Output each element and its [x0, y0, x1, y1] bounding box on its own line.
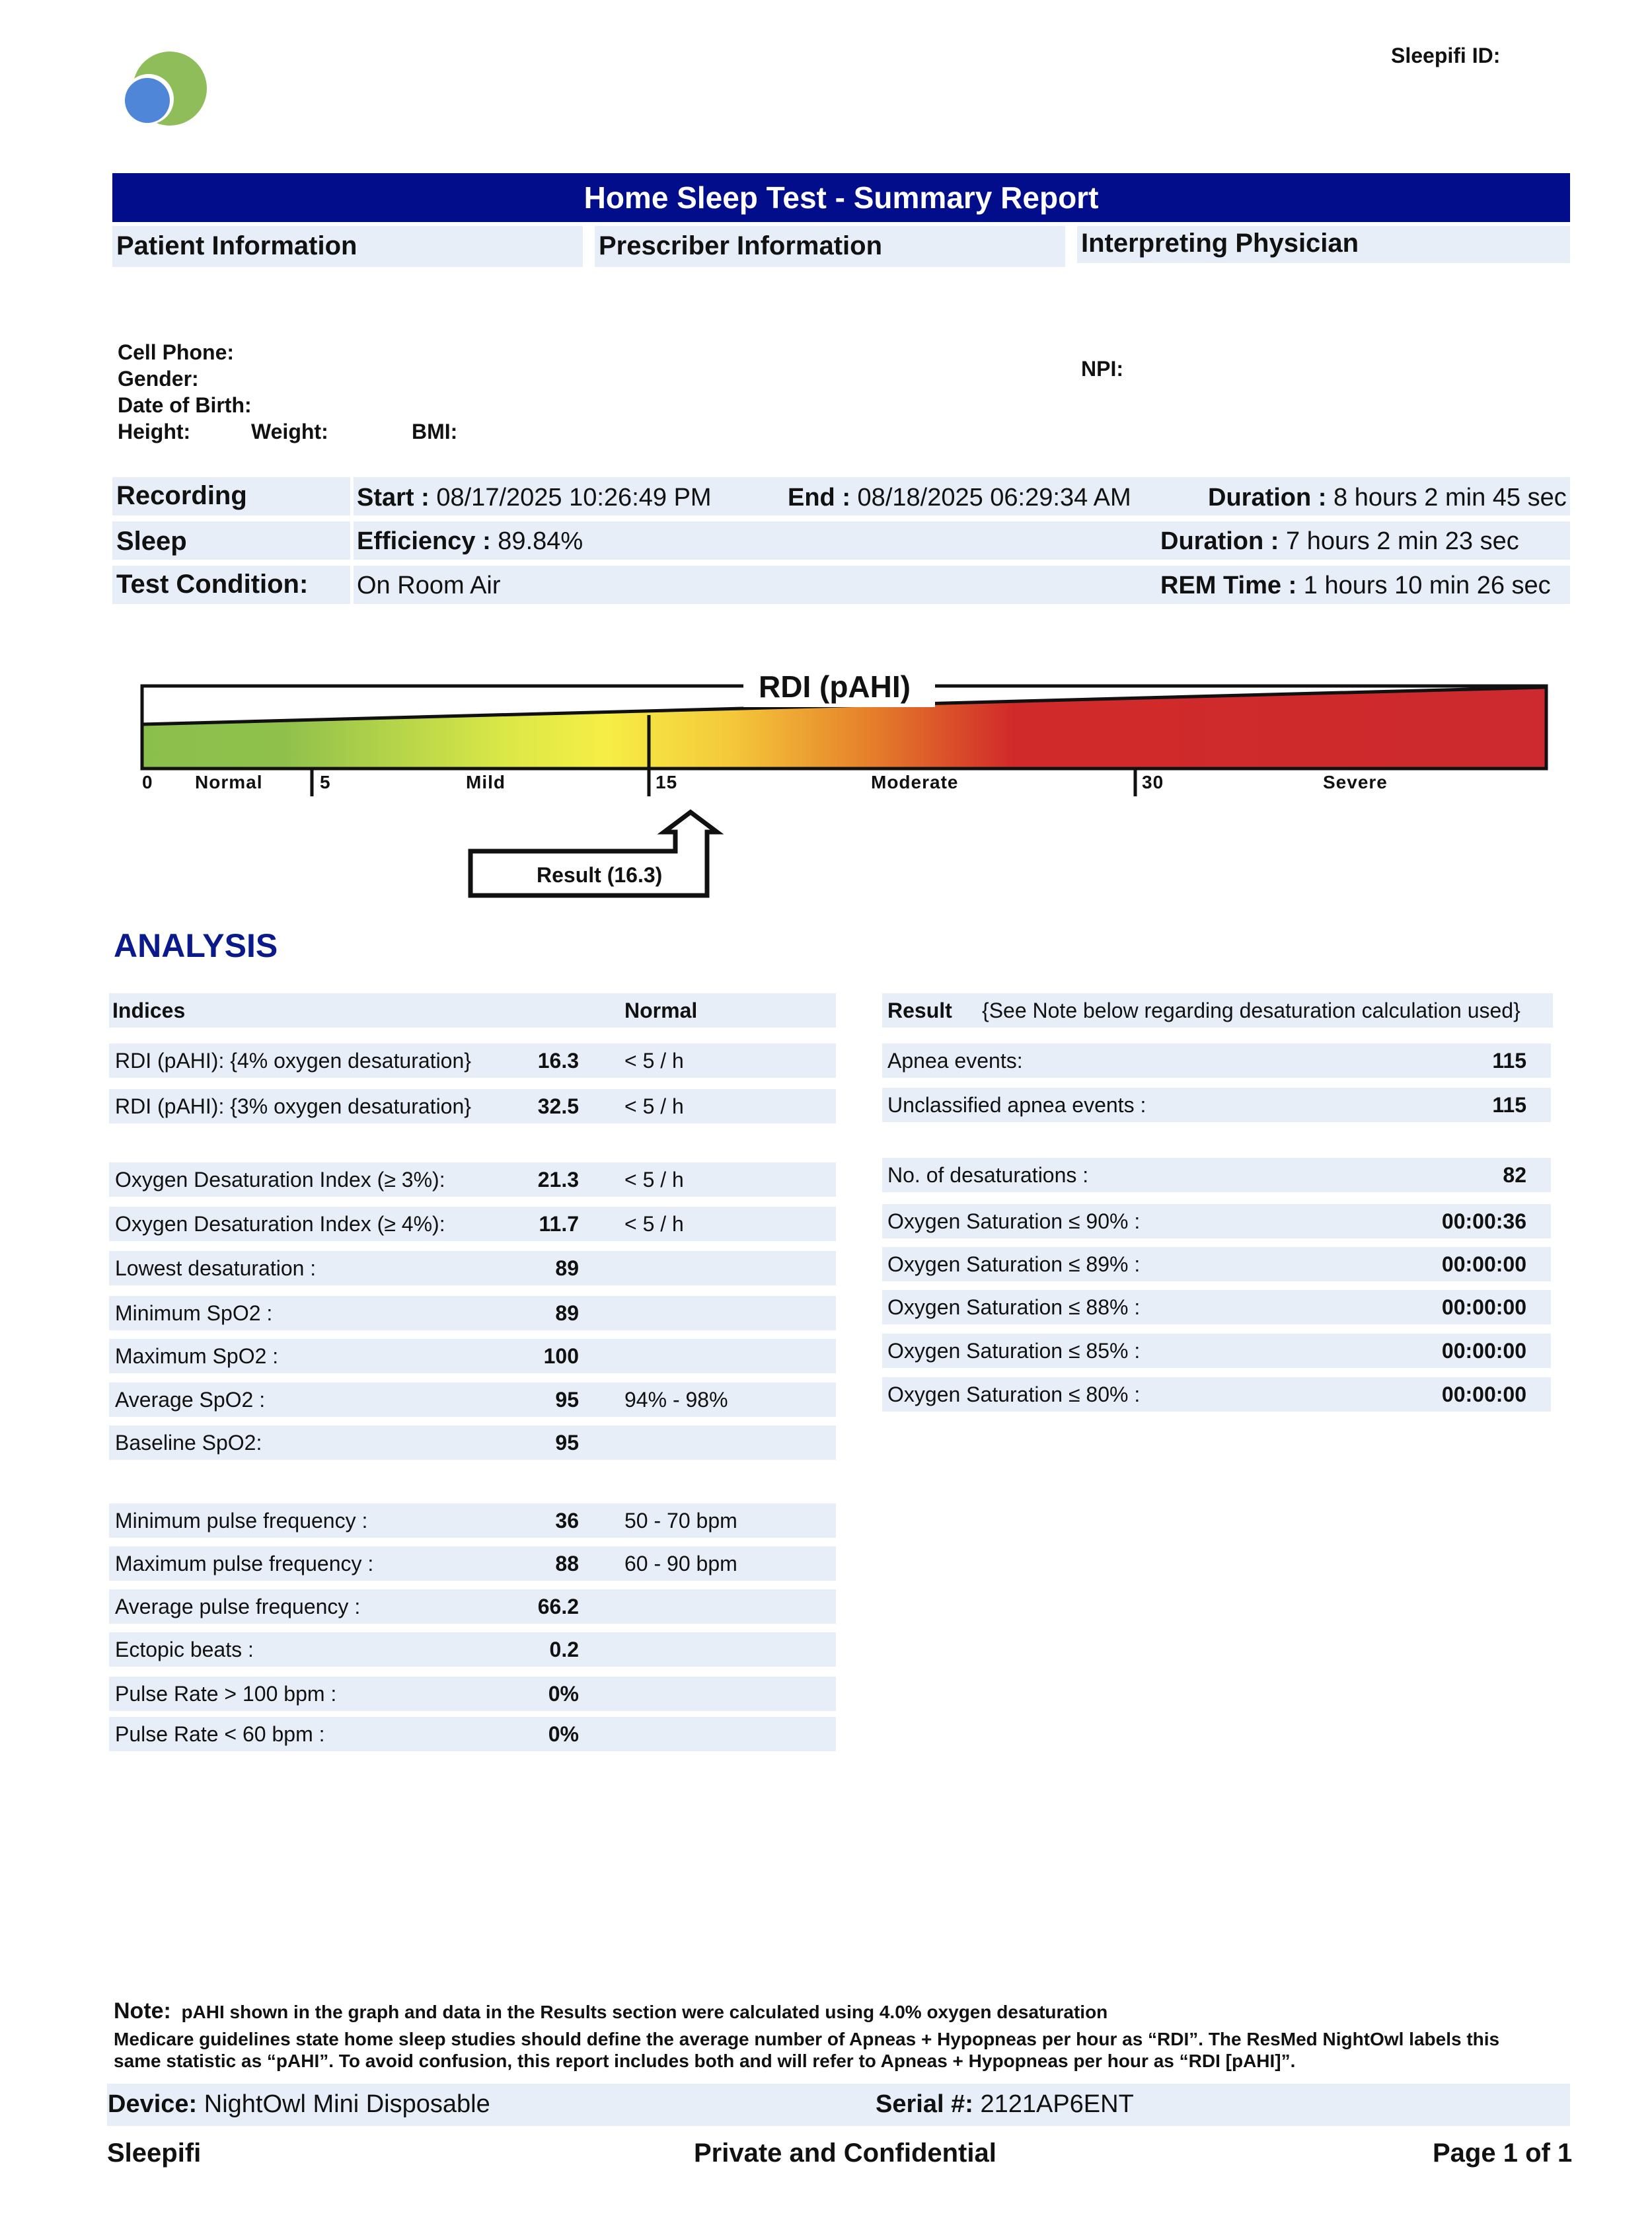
index-label: Oxygen Desaturation Index (≥ 3%):	[115, 1168, 445, 1192]
result-label: Oxygen Saturation ≤ 90% :	[887, 1209, 1141, 1233]
recording-duration: Duration : 8 hours 2 min 45 sec	[1208, 484, 1567, 511]
tick-label-0: 0	[142, 772, 153, 792]
index-label: Maximum pulse frequency :	[115, 1552, 374, 1575]
index-value: 89	[555, 1301, 579, 1325]
index-label: RDI (pAHI): {4% oxygen desaturation}	[115, 1049, 471, 1073]
result-value: 00:00:00	[1441, 1339, 1526, 1363]
patient-info-header: Patient Information	[116, 231, 357, 260]
index-value: 66.2	[537, 1595, 579, 1618]
category-severe: Severe	[1323, 772, 1388, 792]
recording-label: Recording	[116, 481, 247, 510]
result-value: 82	[1503, 1163, 1526, 1187]
result-label: Oxygen Saturation ≤ 85% :	[887, 1339, 1141, 1363]
index-normal: 50 - 70 bpm	[624, 1509, 737, 1533]
index-value: 0.2	[549, 1638, 579, 1661]
result-label: Oxygen Saturation ≤ 88% :	[887, 1295, 1141, 1319]
tick-label-5: 5	[320, 772, 331, 792]
index-label: Oxygen Desaturation Index (≥ 4%):	[115, 1212, 445, 1236]
indices-header-bar	[109, 993, 836, 1028]
index-value: 95	[555, 1431, 579, 1455]
result-value: 115	[1492, 1093, 1526, 1117]
index-normal: < 5 / h	[624, 1168, 684, 1192]
indices-header: Indices	[112, 999, 186, 1022]
prescriber-info-header: Prescriber Information	[599, 231, 883, 260]
result-label: Apnea events:	[887, 1049, 1023, 1073]
index-label: Pulse Rate > 100 bpm :	[115, 1682, 337, 1706]
index-value: 11.7	[539, 1212, 579, 1236]
device-info: Device: NightOwl Mini Disposable	[108, 2090, 490, 2118]
index-label: Minimum pulse frequency :	[115, 1509, 368, 1533]
index-value: 0%	[548, 1722, 579, 1746]
recording-start: Start : 08/17/2025 10:26:49 PM	[357, 484, 712, 511]
footer-confidential: Private and Confidential	[694, 2139, 996, 2168]
index-normal: < 5 / h	[624, 1094, 684, 1118]
serial-info: Serial #: 2121AP6ENT	[876, 2090, 1134, 2118]
recording-end: End : 08/18/2025 06:29:34 AM	[788, 484, 1131, 511]
result-value: 00:00:36	[1441, 1209, 1526, 1233]
gender-label: Gender:	[118, 367, 199, 391]
index-value: 21.3	[537, 1168, 579, 1192]
index-label: Minimum SpO2 :	[115, 1301, 273, 1325]
index-label: Lowest desaturation :	[115, 1256, 317, 1280]
sleep-efficiency: Efficiency : 89.84%	[357, 527, 583, 555]
index-value: 89	[555, 1256, 579, 1280]
dob-label: Date of Birth:	[118, 393, 252, 417]
note-line1: Note: pAHI shown in the graph and data in the Results section were calculated using 4.0% oxygen desaturation	[114, 1998, 1108, 2024]
footer-page: Page 1 of 1	[1433, 2139, 1573, 2168]
result-value: 115	[1492, 1049, 1526, 1073]
index-value: 100	[543, 1344, 579, 1368]
tick-label-30: 30	[1142, 772, 1164, 792]
index-value: 88	[555, 1552, 579, 1575]
index-value: 95	[555, 1388, 579, 1412]
result-value: 00:00:00	[1441, 1383, 1526, 1406]
result-label: Unclassified apnea events :	[887, 1093, 1146, 1117]
index-label: RDI (pAHI): {3% oxygen desaturation}	[115, 1094, 471, 1118]
physician-header: Interpreting Physician	[1081, 229, 1359, 258]
result-value: 00:00:00	[1441, 1295, 1526, 1319]
report-title: Home Sleep Test - Summary Report	[112, 173, 1570, 222]
index-normal: 60 - 90 bpm	[624, 1552, 737, 1575]
index-normal: < 5 / h	[624, 1049, 684, 1073]
category-mild: Mild	[466, 772, 506, 792]
sleep-duration: Duration : 7 hours 2 min 23 sec	[1160, 527, 1519, 555]
index-label: Maximum SpO2 :	[115, 1344, 279, 1368]
tick-label-15: 15	[656, 772, 678, 792]
index-label: Ectopic beats :	[115, 1638, 254, 1661]
test-condition-label: Test Condition:	[116, 570, 309, 599]
index-value: 0%	[548, 1682, 579, 1706]
bmi-label: BMI:	[412, 420, 458, 443]
result-label: No. of desaturations :	[887, 1163, 1089, 1187]
result-header: Result	[887, 999, 952, 1022]
result-label: Result (16.3)	[537, 863, 663, 887]
normal-header: Normal	[624, 999, 698, 1022]
npi-label: NPI:	[1081, 357, 1123, 381]
result-note: {See Note below regarding desaturation calculation used}	[982, 999, 1521, 1022]
index-label: Baseline SpO2:	[115, 1431, 262, 1455]
result-label: Oxygen Saturation ≤ 80% :	[887, 1383, 1141, 1406]
sleepifi-id-label: Sleepifi ID:	[1391, 44, 1501, 67]
index-label: Pulse Rate < 60 bpm :	[115, 1722, 325, 1746]
height-label: Height:	[118, 420, 191, 443]
analysis-title: ANALYSIS	[114, 927, 278, 964]
rem-time: REM Time : 1 hours 10 min 26 sec	[1160, 572, 1551, 599]
footer-brand: Sleepifi	[107, 2139, 202, 2168]
index-value: 16.3	[537, 1049, 579, 1073]
index-label: Average pulse frequency :	[115, 1595, 361, 1618]
test-condition-value: On Room Air	[357, 572, 501, 599]
weight-label: Weight:	[251, 420, 328, 443]
result-value: 00:00:00	[1441, 1252, 1526, 1276]
index-value: 36	[555, 1509, 579, 1533]
result-label: Oxygen Saturation ≤ 89% :	[887, 1252, 1141, 1276]
category-normal: Normal	[195, 772, 263, 792]
index-label: Average SpO2 :	[115, 1388, 266, 1412]
note-line3: same statistic as “pAHI”. To avoid confusion, this report includes both and will refer to Apneas + Hypopneas per hour as “RDI [pAHI]”.	[114, 2051, 1296, 2071]
cell-phone-label: Cell Phone:	[118, 340, 235, 364]
sleep-label: Sleep	[116, 527, 187, 556]
category-moderate: Moderate	[871, 772, 959, 792]
rdi-chart-title: RDI (pAHI)	[759, 669, 911, 704]
index-normal: < 5 / h	[624, 1212, 684, 1236]
index-normal: 94% - 98%	[624, 1388, 728, 1412]
note-line2: Medicare guidelines state home sleep studies should define the average number of Apneas + Hypopneas per hour as “RDI”. The ResMed NightOwl labels this	[114, 2029, 1500, 2049]
index-value: 32.5	[537, 1094, 579, 1118]
